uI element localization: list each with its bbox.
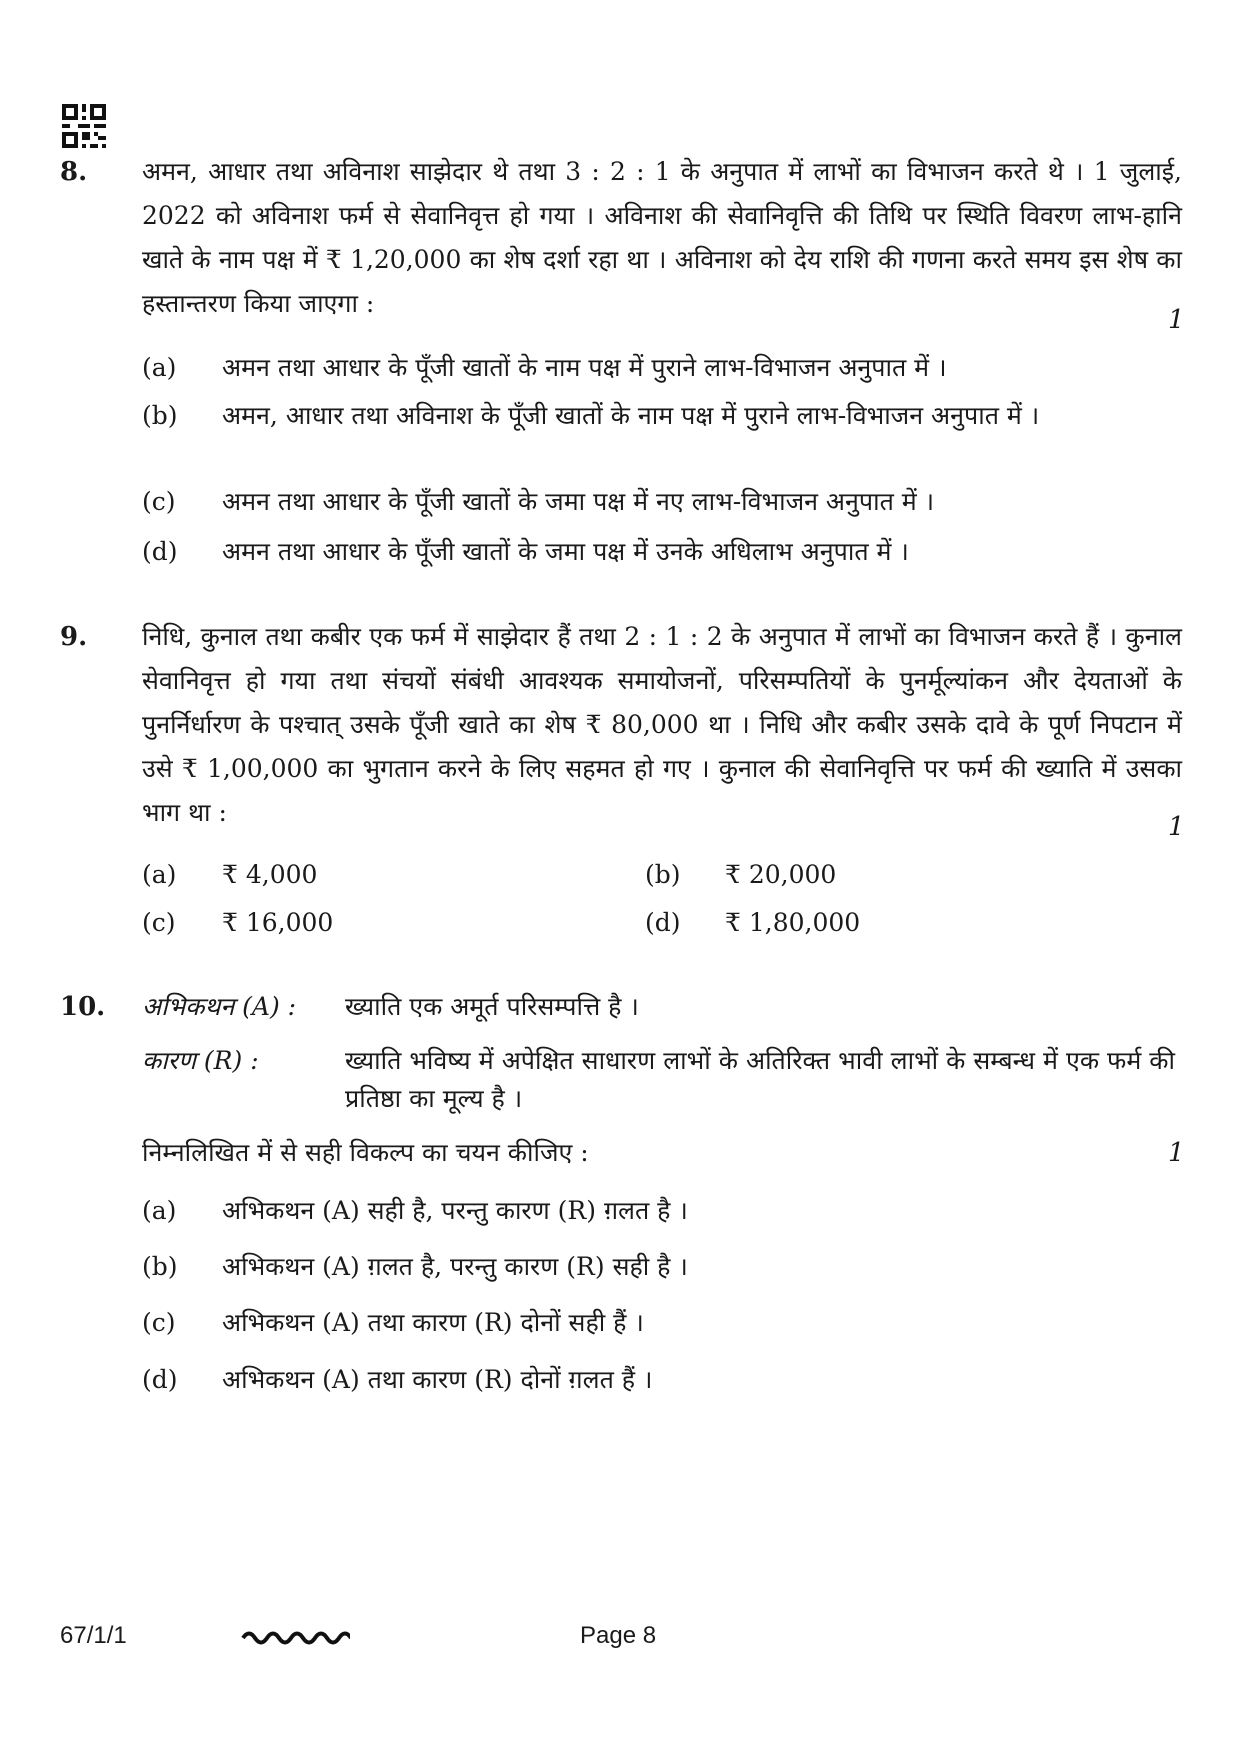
option-label: (d) (142, 1365, 178, 1394)
option-label: (c) (142, 908, 176, 937)
option-label: (a) (142, 1196, 177, 1225)
assertion-text: ख्याति एक अमूर्त परिसम्पत्ति है । (345, 992, 639, 1021)
instruction-text: निम्नलिखित में से सही विकल्प का चयन कीजिए : (142, 1138, 589, 1167)
page-number: Page 8 (580, 1622, 657, 1649)
question-marks: 1 (1168, 1138, 1185, 1168)
option-text: अभिकथन (A) तथा कारण (R) दोनों सही हैं । (222, 1308, 644, 1337)
option-text: ₹ 20,000 (725, 860, 837, 889)
option-text: ₹ 1,80,000 (725, 908, 861, 937)
option-text: ₹ 4,000 (222, 860, 318, 889)
option-label: (c) (142, 487, 176, 516)
option-text: अभिकथन (A) ग़लत है, परन्तु कारण (R) सही है । (222, 1252, 688, 1281)
qr-code-icon (62, 104, 106, 148)
question-number: 8. (60, 157, 88, 187)
option-text: अमन, आधार तथा अविनाश के पूँजी खातों के नाम पक्ष में पुराने लाभ-विभाजन अनुपात में । (222, 401, 1040, 430)
option-label: (a) (142, 353, 177, 382)
squiggle-decoration-icon (240, 1626, 350, 1650)
option-label: (c) (142, 1308, 176, 1337)
question-text: अमन, आधार तथा अविनाश साझेदार थे तथा 3 : 2 : 1 के अनुपात में लाभों का विभाजन करते थे । 1 जुलाई, 2022 को अविनाश फर्म से सेवानिवृत्त हो गया । अविनाश की सेवानिवृत्ति की तिथि पर स्थिति विवरण लाभ-हानि खाते के नाम पक्ष में ₹ 1,20,000 का शेष दर्शा रहा था । अविनाश को देय राशि की गणना करते समय इस शेष का हस्तान्तरण किया जाएगा : (142, 157, 1182, 318)
option-text: अभिकथन (A) सही है, परन्तु कारण (R) ग़लत है । (222, 1196, 688, 1225)
option-text: अमन तथा आधार के पूँजी खातों के जमा पक्ष में उनके अधिलाभ अनुपात में । (222, 537, 909, 566)
option-label: (b) (645, 860, 681, 889)
option-label: (b) (142, 401, 178, 430)
question-number: 9. (60, 622, 88, 652)
option-text: अभिकथन (A) तथा कारण (R) दोनों ग़लत हैं । (222, 1365, 653, 1394)
paper-code: 67/1/1 (60, 1622, 127, 1649)
option-label: (b) (142, 1252, 178, 1281)
question-text: निधि, कुनाल तथा कबीर एक फर्म में साझेदार हैं तथा 2 : 1 : 2 के अनुपात में लाभों का विभाजन करते हैं । कुनाल सेवानिवृत्त हो गया तथा संचयों संबंधी आवश्यक समायोजनों, परिसम्पतियों के पुनर्मूल्यांकन और देयताओं के पुनर्निर्धारण के पश्चात् उसके पूँजी खाते का शेष ₹ 80,000 था । निधि और कबीर उसके दावे के पूर्ण निपटान में उसे ₹ 1,00,000 का भुगतान करने के लिए सहमत हो गए । कुनाल की सेवानिवृत्ति पर फर्म की ख्याति में उसका भाग था : (142, 622, 1182, 827)
reason-label: कारण (R) : (142, 1046, 259, 1075)
question-marks: 1 (1168, 812, 1185, 842)
option-text: अमन तथा आधार के पूँजी खातों के जमा पक्ष में नए लाभ-विभाजन अनुपात में । (222, 487, 935, 516)
option-text: अमन तथा आधार के पूँजी खातों के नाम पक्ष में पुराने लाभ-विभाजन अनुपात में । (222, 353, 947, 382)
question-number: 10. (60, 992, 106, 1022)
assertion-label: अभिकथन (A) : (142, 992, 297, 1021)
option-label: (a) (142, 860, 177, 889)
question-marks: 1 (1168, 305, 1185, 335)
option-text: ₹ 16,000 (222, 908, 334, 937)
option-label: (d) (645, 908, 681, 937)
reason-text: ख्याति भविष्य में अपेक्षित साधारण लाभों के अतिरिक्त भावी लाभों के सम्बन्ध में एक फर्म की प्रतिष्ठा का मूल्य है । (345, 1046, 1175, 1113)
option-label: (d) (142, 537, 178, 566)
